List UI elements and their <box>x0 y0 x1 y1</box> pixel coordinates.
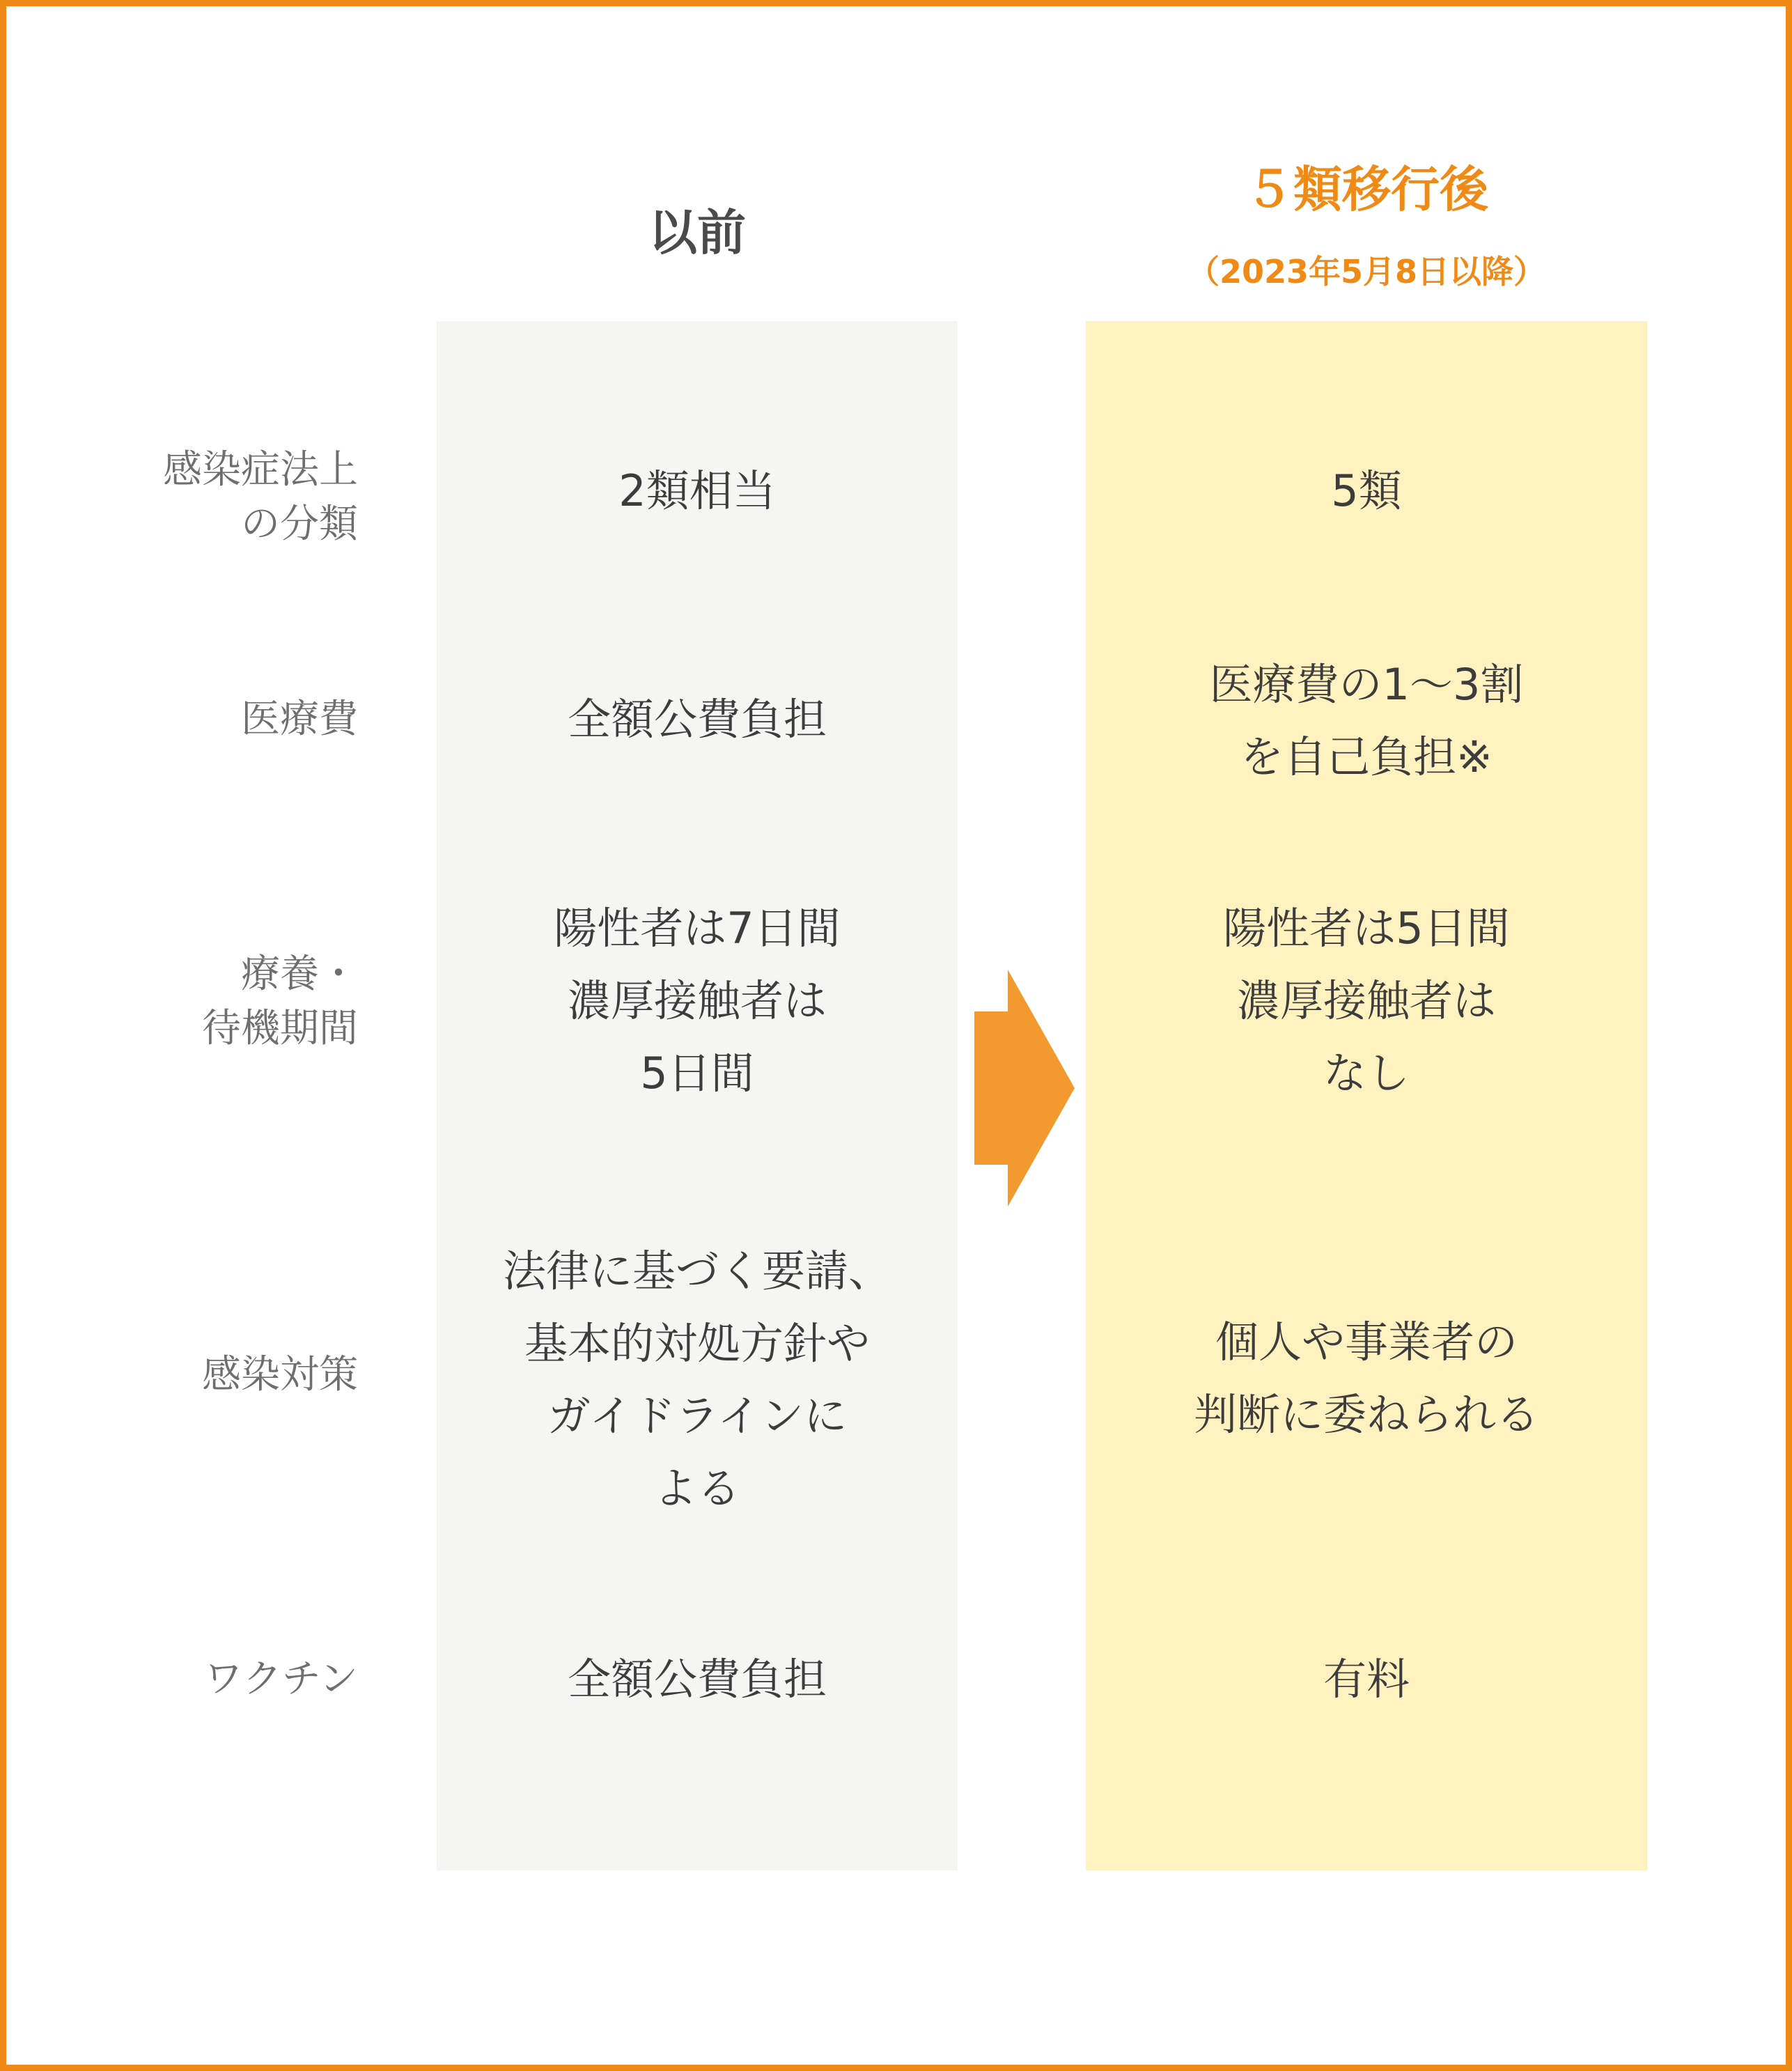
after-column-title: ５類移行後 <box>1245 161 1488 218</box>
cell-before-medical-expenses: 全額公費負担 <box>567 694 827 745</box>
cell-after-medical-expenses: 医療費の1～3割 を自己負担※ <box>1209 659 1524 782</box>
cell-after-infection-control: 個人や事業者の 判断に委ねられる <box>1193 1317 1539 1440</box>
row-label-classification: 感染症法上 の分類 <box>163 447 358 547</box>
before-column-title: 以前 <box>648 204 746 261</box>
row-label-medical-expenses: 医療費 <box>241 697 358 742</box>
row-label-vaccine: ワクチン <box>203 1657 358 1702</box>
right-arrow-icon <box>974 970 1075 1207</box>
cell-before-infection-control: 法律に基づく要請、 基本的対処方針や ガイドラインに よる <box>502 1246 891 1514</box>
after-column-subtitle: （2023年5月8日以降） <box>1187 253 1546 290</box>
cell-before-vaccine: 全額公費負担 <box>567 1654 827 1705</box>
row-label-isolation-period: 療養・ 待機期間 <box>202 952 358 1051</box>
cell-after-classification: 5類 <box>1331 465 1402 516</box>
cell-after-isolation-period: 陽性者は5日間 濃厚接触者は なし <box>1223 903 1510 1099</box>
cell-before-classification: 2類相当 <box>618 465 776 516</box>
cell-before-isolation-period: 陽性者は7日間 濃厚接触者は 5日間 <box>554 903 841 1099</box>
row-label-infection-control: 感染対策 <box>202 1352 358 1397</box>
cell-after-vaccine: 有料 <box>1323 1654 1410 1705</box>
